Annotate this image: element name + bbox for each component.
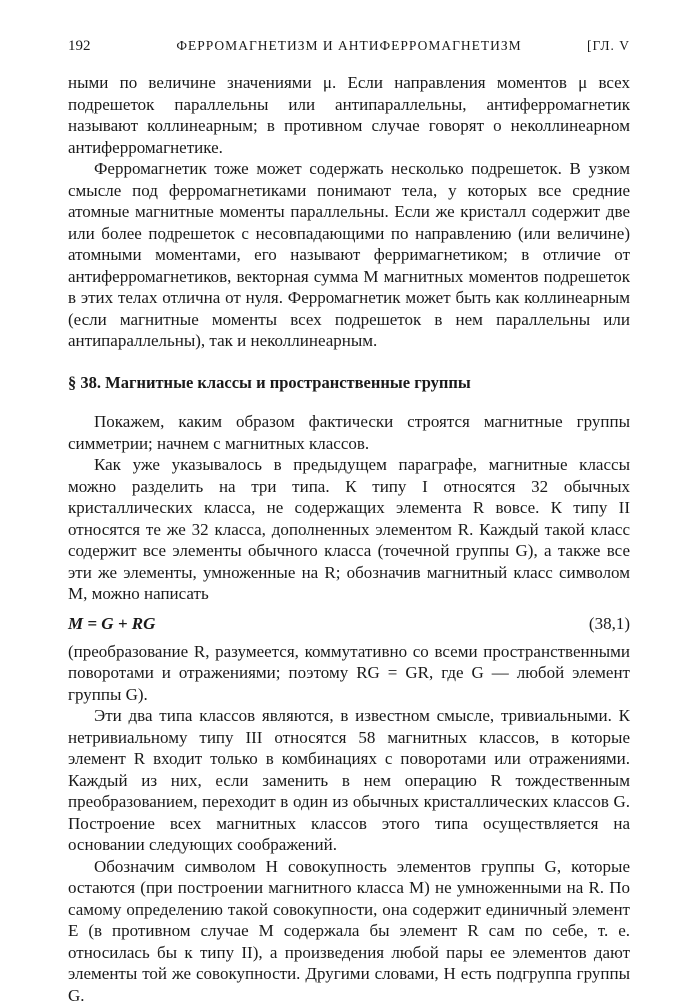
paragraph-4: Как уже указывалось в предыдущем параграфе, магнитные классы можно разделить на три типа. К типу I относятся 32 обычных кристаллических класса, не содержащих элемента R вовсе. К типу II относятся те же 32 класса, дополненных элементом R. Каждый такой класс содержит все элементы обычного класса (точечной группы G), а также все эти же элементы, умноженные на R; обозначив магнитный класс символом M, можно написать <box>68 454 630 605</box>
running-header <box>68 38 630 60</box>
equation-body: M = G + RG <box>68 614 155 633</box>
paragraph-7: Обозначим символом H совокупность элементов группы G, которые остаются (при построении магнитного класса M) не умноженными на R. По самому определению такой совокупности, она содержит единичный элемент E (в противном случае M содержала бы элемент R сам по себе, т. е. относилась бы к типу II), а произведения любой пары ее элементов дают элементы той же совокупности. Другими словами, H есть подгруппа группы G. <box>68 856 630 1006</box>
equation-38-1 <box>68 609 630 639</box>
paragraph-2: Ферромагнетик тоже может содержать несколько подрешеток. В узком смысле под ферромагнетиками понимают тела, у которых все средние атомные магнитные моменты параллельны. Если же кристалл содержит две или более подрешеток с несовпадающими по направлению (или величине) атомными моментами, его называют ферримагнетиком; в отличие от антиферромагнетиков, векторная сумма M магнитных моментов подрешеток в этих телах отлична от нуля. Ферромагнетик может быть как коллинеарным (если магнитные моменты всех подрешеток в нем параллельны или антипараллельны), так и неколлинеарным. <box>68 158 630 352</box>
page-body <box>68 72 630 1006</box>
paragraph-3: Покажем, каким образом фактически строятся магнитные группы симметрии; начнем с магнитных классов. <box>68 411 630 454</box>
paragraph-6: Эти два типа классов являются, в известном смысле, тривиальными. К нетривиальному типу III относятся 58 магнитных классов, в которые элемент R входит только в комбинациях с поворотами или отражениями. Каждый из них, если заменить в нем операцию R тождественным преобразованием, переходит в один из обычных кристаллических классов G. Построение всех магнитных классов этого типа осуществляется на основании следующих соображений. <box>68 705 630 856</box>
equation-number: (38,1) <box>589 609 630 639</box>
paragraph-1: ными по величине значениями μ. Если направления моментов μ всех подрешеток параллельны или антипараллельны, антиферромагнетик называют коллинеарным; в противном случае говорят о неколлинеарном антиферромагнетике. <box>68 72 630 158</box>
chapter-label: [ГЛ. V <box>587 38 630 54</box>
paragraph-5: (преобразование R, разумеется, коммутативно со всеми пространственными поворотами и отражениями; поэтому RG = GR, где G — любой элемент группы G). <box>68 641 630 706</box>
running-title: ФЕРРОМАГНЕТИЗМ И АНТИФЕРРОМАГНЕТИЗМ <box>68 38 630 54</box>
page-number: 192 <box>68 38 91 55</box>
section-heading: § 38. Магнитные классы и пространственные группы <box>68 372 630 394</box>
